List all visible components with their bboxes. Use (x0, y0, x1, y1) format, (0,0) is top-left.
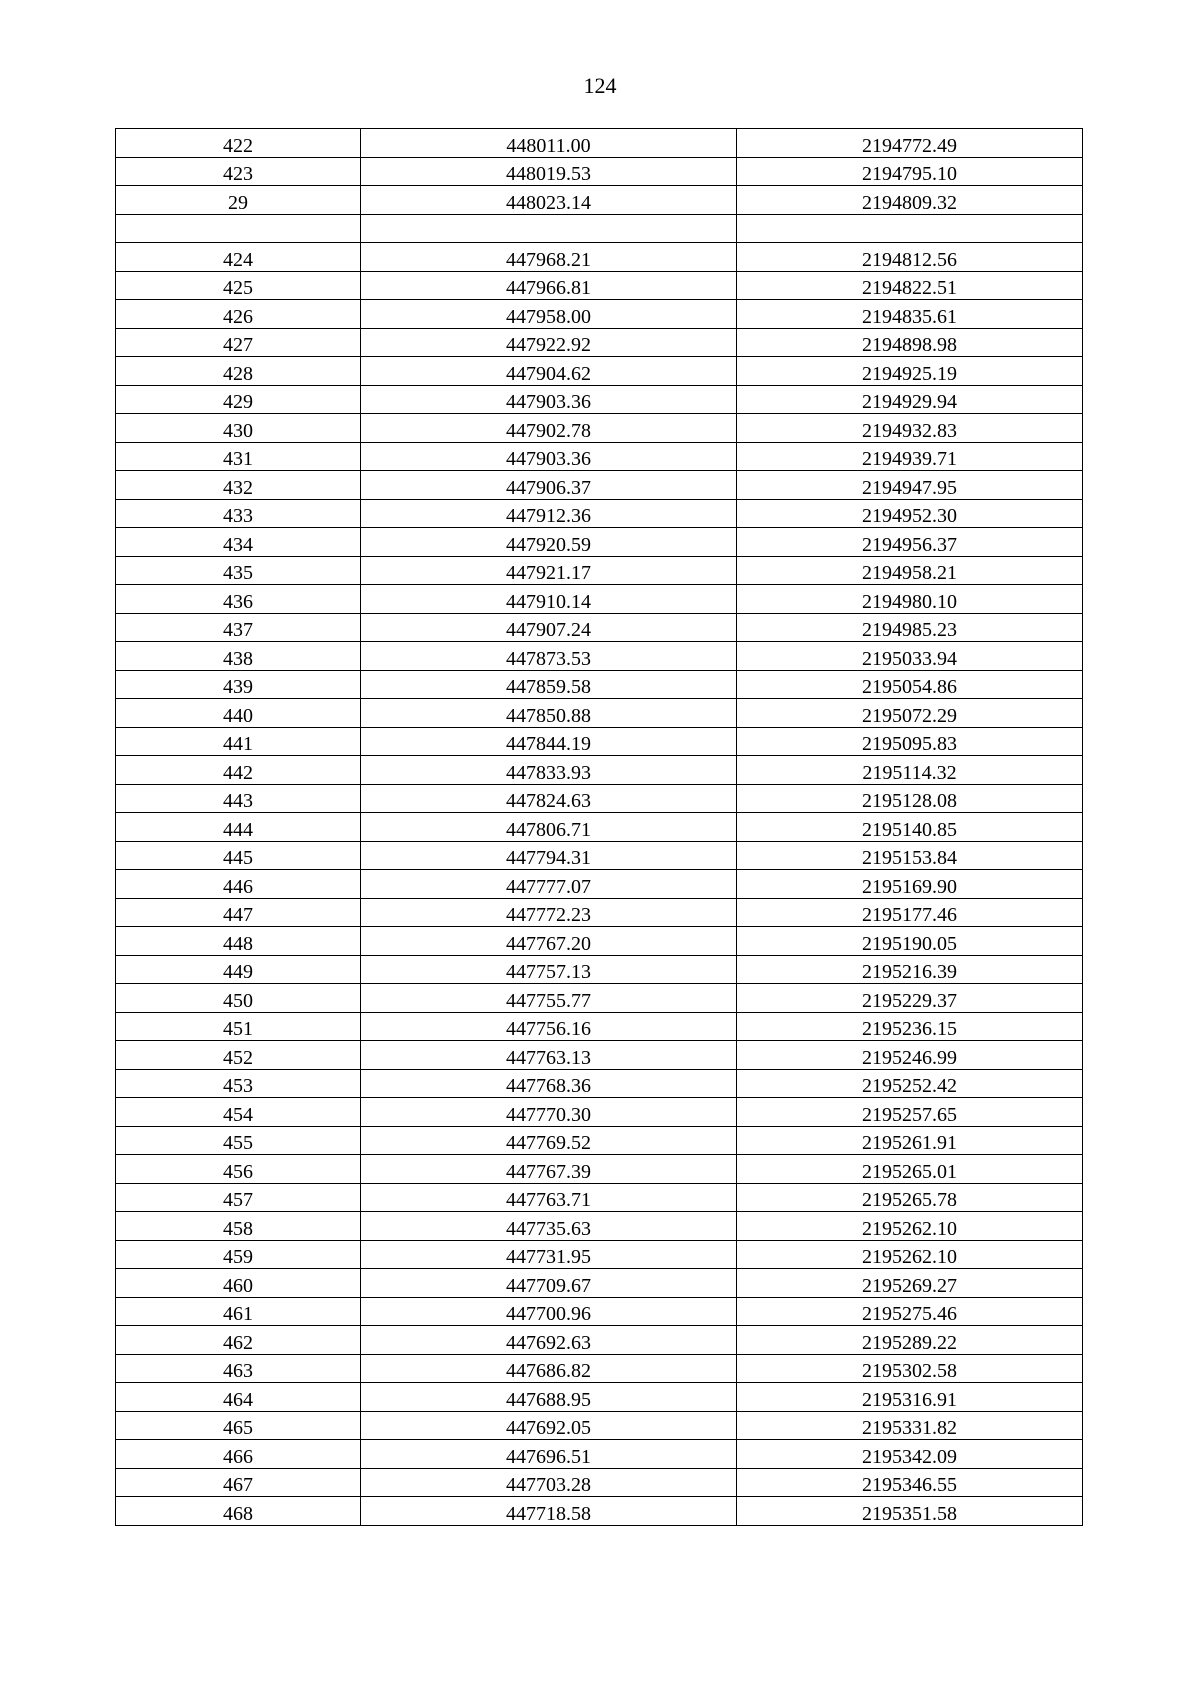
table-row (116, 955, 1083, 984)
table-row (116, 442, 1083, 471)
y-coordinate-cell: 2195128.08 (737, 784, 1083, 813)
y-coordinate-cell: 2195261.91 (737, 1126, 1083, 1155)
x-coordinate-cell: 447767.20 (361, 927, 737, 956)
x-coordinate-cell: 447772.23 (361, 898, 737, 927)
x-coordinate-cell: 447903.36 (361, 385, 737, 414)
point-number-cell: 461 (116, 1297, 361, 1326)
table-row (116, 898, 1083, 927)
y-coordinate-cell: 2195316.91 (737, 1383, 1083, 1412)
table-row (116, 585, 1083, 614)
y-coordinate-cell: 2195114.32 (737, 756, 1083, 785)
y-coordinate-cell: 2194795.10 (737, 157, 1083, 186)
x-coordinate-cell: 447757.13 (361, 955, 737, 984)
x-coordinate-cell (361, 214, 737, 243)
table-row (116, 556, 1083, 585)
x-coordinate-cell: 447718.58 (361, 1497, 737, 1526)
point-number-cell (116, 214, 361, 243)
table-row (116, 385, 1083, 414)
y-coordinate-cell: 2195302.58 (737, 1354, 1083, 1383)
y-coordinate-cell: 2194822.51 (737, 271, 1083, 300)
x-coordinate-cell: 447958.00 (361, 300, 737, 329)
y-coordinate-cell: 2195190.05 (737, 927, 1083, 956)
table-row (116, 243, 1083, 272)
table-row (116, 1383, 1083, 1412)
table-row (116, 300, 1083, 329)
point-number-cell: 464 (116, 1383, 361, 1412)
x-coordinate-cell: 448019.53 (361, 157, 737, 186)
x-coordinate-cell: 447873.53 (361, 642, 737, 671)
point-number-cell: 434 (116, 528, 361, 557)
y-coordinate-cell: 2194939.71 (737, 442, 1083, 471)
y-coordinate-cell: 2194925.19 (737, 357, 1083, 386)
point-number-cell: 442 (116, 756, 361, 785)
table-row (116, 1126, 1083, 1155)
point-number-cell: 448 (116, 927, 361, 956)
table-row (116, 1012, 1083, 1041)
table-row (116, 328, 1083, 357)
y-coordinate-cell: 2195262.10 (737, 1212, 1083, 1241)
coordinates-table (115, 128, 1083, 1526)
point-number-cell: 424 (116, 243, 361, 272)
y-coordinate-cell: 2195054.86 (737, 670, 1083, 699)
coordinates-table-body (116, 129, 1083, 1526)
point-number-cell: 435 (116, 556, 361, 585)
point-number-cell: 440 (116, 699, 361, 728)
x-coordinate-cell: 447844.19 (361, 727, 737, 756)
table-row (116, 1098, 1083, 1127)
y-coordinate-cell: 2195346.55 (737, 1468, 1083, 1497)
y-coordinate-cell: 2195257.65 (737, 1098, 1083, 1127)
table-row (116, 1269, 1083, 1298)
x-coordinate-cell: 447735.63 (361, 1212, 737, 1241)
y-coordinate-cell: 2195262.10 (737, 1240, 1083, 1269)
table-row (116, 613, 1083, 642)
table-row (116, 129, 1083, 158)
table-row (116, 1069, 1083, 1098)
x-coordinate-cell: 447912.36 (361, 499, 737, 528)
x-coordinate-cell: 447824.63 (361, 784, 737, 813)
point-number-cell: 458 (116, 1212, 361, 1241)
x-coordinate-cell: 447833.93 (361, 756, 737, 785)
table-row (116, 1411, 1083, 1440)
table-row (116, 414, 1083, 443)
table-row (116, 1183, 1083, 1212)
x-coordinate-cell: 447756.16 (361, 1012, 737, 1041)
point-number-cell: 460 (116, 1269, 361, 1298)
x-coordinate-cell: 447850.88 (361, 699, 737, 728)
table-row (116, 984, 1083, 1013)
table-row (116, 528, 1083, 557)
y-coordinate-cell: 2194956.37 (737, 528, 1083, 557)
x-coordinate-cell: 447906.37 (361, 471, 737, 500)
y-coordinate-cell: 2195342.09 (737, 1440, 1083, 1469)
y-coordinate-cell: 2194958.21 (737, 556, 1083, 585)
y-coordinate-cell: 2195216.39 (737, 955, 1083, 984)
point-number-cell: 426 (116, 300, 361, 329)
y-coordinate-cell: 2195177.46 (737, 898, 1083, 927)
x-coordinate-cell: 447767.39 (361, 1155, 737, 1184)
point-number-cell: 449 (116, 955, 361, 984)
point-number-cell: 437 (116, 613, 361, 642)
point-number-cell: 450 (116, 984, 361, 1013)
point-number-cell: 466 (116, 1440, 361, 1469)
y-coordinate-cell: 2195289.22 (737, 1326, 1083, 1355)
x-coordinate-cell: 447696.51 (361, 1440, 737, 1469)
point-number-cell: 427 (116, 328, 361, 357)
y-coordinate-cell: 2194947.95 (737, 471, 1083, 500)
point-number-cell: 455 (116, 1126, 361, 1155)
table-row (116, 1326, 1083, 1355)
y-coordinate-cell: 2195275.46 (737, 1297, 1083, 1326)
table-row (116, 813, 1083, 842)
y-coordinate-cell: 2195331.82 (737, 1411, 1083, 1440)
x-coordinate-cell: 447806.71 (361, 813, 737, 842)
point-number-cell: 468 (116, 1497, 361, 1526)
y-coordinate-cell: 2194929.94 (737, 385, 1083, 414)
point-number-cell: 430 (116, 414, 361, 443)
table-row (116, 214, 1083, 243)
point-number-cell: 29 (116, 186, 361, 215)
y-coordinate-cell: 2195265.78 (737, 1183, 1083, 1212)
x-coordinate-cell: 447922.92 (361, 328, 737, 357)
table-row (116, 756, 1083, 785)
table-row (116, 357, 1083, 386)
table-row (116, 186, 1083, 215)
x-coordinate-cell: 447700.96 (361, 1297, 737, 1326)
point-number-cell: 465 (116, 1411, 361, 1440)
y-coordinate-cell: 2194809.32 (737, 186, 1083, 215)
x-coordinate-cell: 447692.05 (361, 1411, 737, 1440)
y-coordinate-cell: 2195140.85 (737, 813, 1083, 842)
y-coordinate-cell: 2195072.29 (737, 699, 1083, 728)
table-row (116, 271, 1083, 300)
table-row (116, 784, 1083, 813)
x-coordinate-cell: 447921.17 (361, 556, 737, 585)
table-row (116, 1041, 1083, 1070)
y-coordinate-cell: 2194952.30 (737, 499, 1083, 528)
x-coordinate-cell: 447763.71 (361, 1183, 737, 1212)
y-coordinate-cell: 2195265.01 (737, 1155, 1083, 1184)
x-coordinate-cell: 447769.52 (361, 1126, 737, 1155)
x-coordinate-cell: 447768.36 (361, 1069, 737, 1098)
x-coordinate-cell: 447968.21 (361, 243, 737, 272)
y-coordinate-cell: 2195033.94 (737, 642, 1083, 671)
y-coordinate-cell: 2194835.61 (737, 300, 1083, 329)
y-coordinate-cell: 2195351.58 (737, 1497, 1083, 1526)
point-number-cell: 432 (116, 471, 361, 500)
y-coordinate-cell: 2195246.99 (737, 1041, 1083, 1070)
table-row (116, 841, 1083, 870)
table-row (116, 1497, 1083, 1526)
table-row (116, 1240, 1083, 1269)
x-coordinate-cell: 447763.13 (361, 1041, 737, 1070)
table-row (116, 1297, 1083, 1326)
table-row (116, 699, 1083, 728)
point-number-cell: 456 (116, 1155, 361, 1184)
x-coordinate-cell: 447709.67 (361, 1269, 737, 1298)
point-number-cell: 444 (116, 813, 361, 842)
table-row (116, 670, 1083, 699)
point-number-cell: 453 (116, 1069, 361, 1098)
point-number-cell: 439 (116, 670, 361, 699)
y-coordinate-cell: 2195229.37 (737, 984, 1083, 1013)
x-coordinate-cell: 447902.78 (361, 414, 737, 443)
page-number: 124 (583, 73, 617, 98)
y-coordinate-cell: 2195236.15 (737, 1012, 1083, 1041)
table-row (116, 1468, 1083, 1497)
x-coordinate-cell: 448011.00 (361, 129, 737, 158)
point-number-cell: 429 (116, 385, 361, 414)
x-coordinate-cell: 448023.14 (361, 186, 737, 215)
table-row (116, 1212, 1083, 1241)
point-number-cell: 446 (116, 870, 361, 899)
x-coordinate-cell: 447731.95 (361, 1240, 737, 1269)
point-number-cell: 447 (116, 898, 361, 927)
point-number-cell: 433 (116, 499, 361, 528)
x-coordinate-cell: 447794.31 (361, 841, 737, 870)
point-number-cell: 441 (116, 727, 361, 756)
point-number-cell: 454 (116, 1098, 361, 1127)
x-coordinate-cell: 447770.30 (361, 1098, 737, 1127)
x-coordinate-cell: 447904.62 (361, 357, 737, 386)
x-coordinate-cell: 447903.36 (361, 442, 737, 471)
point-number-cell: 436 (116, 585, 361, 614)
y-coordinate-cell: 2194932.83 (737, 414, 1083, 443)
point-number-cell: 445 (116, 841, 361, 870)
y-coordinate-cell: 2195095.83 (737, 727, 1083, 756)
x-coordinate-cell: 447777.07 (361, 870, 737, 899)
x-coordinate-cell: 447688.95 (361, 1383, 737, 1412)
y-coordinate-cell (737, 214, 1083, 243)
point-number-cell: 431 (116, 442, 361, 471)
point-number-cell: 463 (116, 1354, 361, 1383)
y-coordinate-cell: 2195269.27 (737, 1269, 1083, 1298)
y-coordinate-cell: 2195252.42 (737, 1069, 1083, 1098)
point-number-cell: 423 (116, 157, 361, 186)
table-row (116, 1155, 1083, 1184)
table-row (116, 927, 1083, 956)
point-number-cell: 459 (116, 1240, 361, 1269)
x-coordinate-cell: 447859.58 (361, 670, 737, 699)
x-coordinate-cell: 447755.77 (361, 984, 737, 1013)
point-number-cell: 428 (116, 357, 361, 386)
point-number-cell: 462 (116, 1326, 361, 1355)
point-number-cell: 425 (116, 271, 361, 300)
x-coordinate-cell: 447703.28 (361, 1468, 737, 1497)
point-number-cell: 443 (116, 784, 361, 813)
table-row (116, 642, 1083, 671)
x-coordinate-cell: 447966.81 (361, 271, 737, 300)
table-row (116, 727, 1083, 756)
x-coordinate-cell: 447920.59 (361, 528, 737, 557)
y-coordinate-cell: 2194812.56 (737, 243, 1083, 272)
table-row (116, 1354, 1083, 1383)
point-number-cell: 467 (116, 1468, 361, 1497)
y-coordinate-cell: 2194898.98 (737, 328, 1083, 357)
y-coordinate-cell: 2194980.10 (737, 585, 1083, 614)
point-number-cell: 438 (116, 642, 361, 671)
point-number-cell: 451 (116, 1012, 361, 1041)
table-row (116, 499, 1083, 528)
table-row (116, 1440, 1083, 1469)
x-coordinate-cell: 447686.82 (361, 1354, 737, 1383)
x-coordinate-cell: 447692.63 (361, 1326, 737, 1355)
y-coordinate-cell: 2195153.84 (737, 841, 1083, 870)
x-coordinate-cell: 447910.14 (361, 585, 737, 614)
point-number-cell: 457 (116, 1183, 361, 1212)
point-number-cell: 452 (116, 1041, 361, 1070)
x-coordinate-cell: 447907.24 (361, 613, 737, 642)
table-row (116, 157, 1083, 186)
y-coordinate-cell: 2195169.90 (737, 870, 1083, 899)
table-row (116, 471, 1083, 500)
y-coordinate-cell: 2194772.49 (737, 129, 1083, 158)
point-number-cell: 422 (116, 129, 361, 158)
y-coordinate-cell: 2194985.23 (737, 613, 1083, 642)
table-row (116, 870, 1083, 899)
